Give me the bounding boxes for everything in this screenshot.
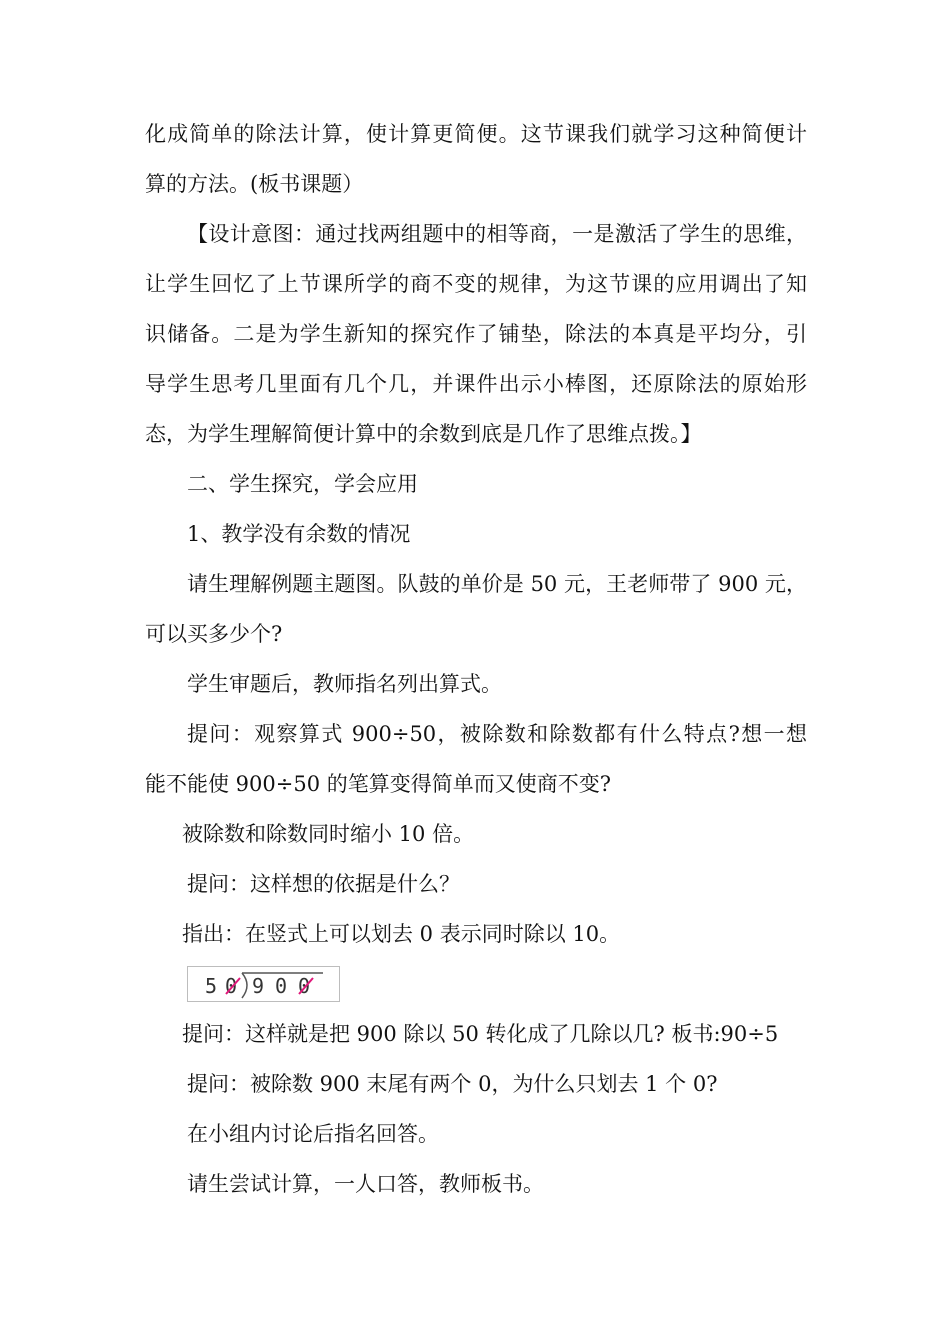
- design-intent-line: 识储备。二是为学生新知的探究作了铺垫，除法的本真是平均分，引: [145, 322, 807, 346]
- paragraph-line: 化成简单的除法计算，使计算更简便。这节课我们就学习这种简便计: [145, 122, 807, 146]
- paragraph-line: 学生审题后，教师指名列出算式。: [187, 672, 502, 696]
- dividend-digit: 0: [275, 974, 288, 998]
- divisor-digit: 5: [205, 974, 218, 998]
- division-bracket: [242, 973, 247, 998]
- paragraph-line: 算的方法。(板书课题）: [145, 172, 364, 196]
- paragraph-line: 请生理解例题主题图。队鼓的单价是 50 元，王老师带了 900 元，: [187, 572, 807, 596]
- design-intent-line: 导学生思考几里面有几个几，并课件出示小棒图，还原除法的原始形: [145, 372, 807, 396]
- paragraph-line: 被除数和除数同时缩小 10 倍。: [182, 822, 475, 846]
- question-line: 提问：被除数 900 末尾有两个 0，为什么只划去 1 个 0?: [187, 1072, 718, 1096]
- paragraph-line: 指出：在竖式上可以划去 0 表示同时除以 10。: [182, 922, 621, 946]
- paragraph-line: 请生尝试计算，一人口答，教师板书。: [187, 1172, 544, 1196]
- question-line: 提问：观察算式 900÷50，被除数和除数都有什么特点?想一想: [187, 722, 807, 746]
- long-division-figure: [187, 966, 340, 1002]
- long-division-graphic: [188, 967, 341, 1003]
- design-intent-line: 态，为学生理解简便计算中的余数到底是几作了思维点拨。】: [145, 422, 702, 446]
- question-line: 提问：这样想的依据是什么？: [187, 872, 460, 896]
- dividend-digit: 0: [298, 974, 311, 998]
- dividend-digit: 9: [252, 974, 265, 998]
- design-intent-line: 【设计意图：通过找两组题中的相等商，一是激活了学生的思维，: [187, 222, 807, 246]
- question-line: 提问：这样就是把 900 除以 50 转化成了几除以几? 板书:90÷5: [182, 1022, 779, 1046]
- section-heading: 二、学生探究，学会应用: [187, 472, 418, 496]
- subsection-heading: 1、教学没有余数的情况: [187, 522, 411, 546]
- divisor-digit: 0: [225, 974, 238, 998]
- design-intent-line: 让学生回忆了上节课所学的商不变的规律，为这节课的应用调出了知: [145, 272, 807, 296]
- paragraph-line: 可以买多少个?: [145, 622, 283, 646]
- paragraph-line: 在小组内讨论后指名回答。: [187, 1122, 439, 1146]
- question-line: 能不能使 900÷50 的笔算变得简单而又使商不变?: [145, 772, 612, 796]
